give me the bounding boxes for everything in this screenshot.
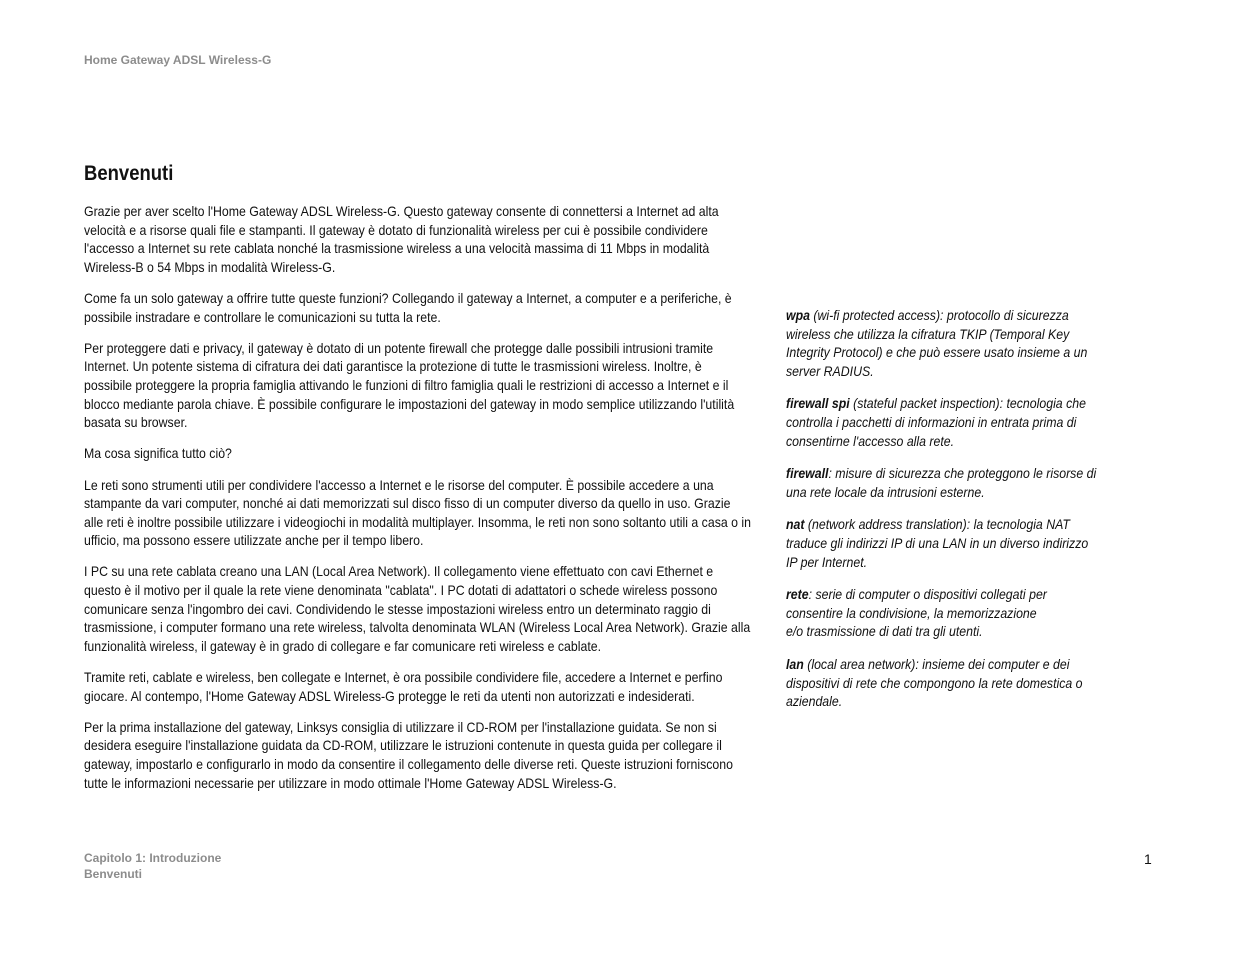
paragraph-networks: Le reti sono strumenti utili per condividere l'accesso a Internet e le risorse del computer. È possibile accedere a una stampante da vari computer, nonché ai dati memorizzati sul disco fisso di un computer diverso da quello in uso. Grazie alle reti è inoltre possibile utilizzare i videogiochi in modalità multiplayer. Insomma, le reti non sono soltanto utili a casa o in ufficio, ma possono essere utilizzate anche per il tempo libero. [84, 476, 751, 549]
glossary-term: rete [786, 586, 809, 603]
glossary-definition: (stateful packet inspection): tecnologia che controlla i pacchetti di informazioni in entrata prima di consentirne l'accesso alla rete. [786, 395, 1086, 449]
page-number: 1 [1144, 851, 1152, 867]
glossary-entry-nat [786, 515, 1098, 571]
glossary-term: firewall [786, 465, 829, 482]
running-header: Home Gateway ADSL Wireless-G [84, 53, 272, 67]
glossary-definition: : misure di sicurezza che proteggono le risorse di una rete locale da intrusioni esterne. [786, 465, 1097, 500]
paragraph-intro: Grazie per aver scelto l'Home Gateway ADSL Wireless-G. Questo gateway consente di connettersi a Internet ad alta velocità e a risorse quali file e stampanti. Il gateway è dotato di funzionalità wireless per cui è possibile condividere l'accesso a Internet su rete cablata nonché la trasmissione wireless a una velocità massima di 11 Mbps in modalità Wireless-B o 54 Mbps in modalità Wireless-G. [84, 203, 719, 275]
glossary-entry-firewall-spi [786, 394, 1098, 450]
paragraph-functions: Come fa un solo gateway a offrire tutte queste funzioni? Collegando il gateway a Internet, a computer e a periferiche, è possibile instradare e controllare le comunicazioni su tutta la rete. [84, 289, 732, 325]
page-title: Benvenuti [84, 162, 174, 185]
running-footer [84, 850, 221, 882]
footer-section: Benvenuti [84, 867, 143, 881]
paragraph-question: Ma cosa significa tutto ciò? [84, 445, 232, 462]
glossary-term: nat [786, 516, 805, 533]
paragraph-security: Per proteggere dati e privacy, il gateway è dotato di un potente firewall che protegge dalle possibili intrusioni tramite Internet. Un potente sistema di cifratura dei dati garantisce la protezione di tutte le trasmissioni wireless. Inoltre, è possibile proteggere la propria famiglia attivando le funzioni di filtro famiglia quali le restrizioni di accesso a Internet e il blocco mediante parola chiave. È possibile configurare le impostazioni del gateway in modo semplice utilizzando l'utilità basata su browser. [84, 339, 735, 431]
glossary-definition: (network address translation): la tecnologia NAT traduce gli indirizzi IP di una LAN in un diverso indirizzo IP per Internet. [786, 516, 1089, 570]
paragraph-sharing: Tramite reti, cablate e wireless, ben collegate e Internet, è ora possibile condividere file, accedere a Internet e perfino giocare. Al contempo, l'Home Gateway ADSL Wireless-G protegge le reti da utenti non autorizzati e indesiderati. [84, 669, 723, 704]
glossary-entry-rete [786, 585, 1050, 641]
paragraph-lan: I PC su una rete cablata creano una LAN (Local Area Network). Il collegamento viene effettuato con cavi Ethernet e questo è il motivo per il quale la rete viene denominata "cablata". I PC dotati di adattatori o schede wireless possono comunicare senza l'ingombro dei cavi. Condividendo le stesse impostazioni wireless entro un determinato raggio di trasmissione, i computer formano una rete wireless, talvolta denominata WLAN (Wireless Local Area Network). Grazie alla funzionalità wireless, il gateway è in grado di collegare e far comunicare reti wireless e cablate. [84, 563, 751, 654]
footer-chapter: Capitolo 1: Introduzione [84, 851, 222, 865]
paragraph-installation: Per la prima installazione del gateway, Linksys consiglia di utilizzare il CD-ROM per l'installazione guidata. Se non si desidera eseguire l'installazione guidata da CD-ROM, utilizzare le istruzioni contenute in questa guida per collegare il gateway, impostarlo e configurarlo in modo da consentire il collegamento delle diverse reti. Queste istruzioni forniscono tutte le informazioni necessarie per utilizzare in modo ottimale l'Home Gateway ADSL Wireless-G. [84, 718, 733, 791]
glossary-entry-wpa [786, 306, 1098, 380]
glossary-sidebar [786, 306, 1098, 725]
glossary-entry-firewall [786, 464, 1098, 501]
glossary-term: wpa [786, 307, 810, 323]
glossary-definition: : serie di computer o dispositivi collegati per consentire la condivisione, la memorizzazione e/o trasmissione di dati tra gli utenti. [786, 586, 1047, 640]
glossary-term: lan [786, 655, 804, 672]
glossary-definition: (local area network): insieme dei computer e dei dispositivi di rete che compongono la rete domestica o aziendale. [786, 655, 1083, 710]
glossary-entry-lan [786, 655, 1098, 711]
glossary-term: firewall spi [786, 395, 850, 412]
glossary-definition: (wi-fi protected access): protocollo di sicurezza wireless che utilizza la cifratura TKIP (Temporal Key Integrity Protocol) e che può essere usato insieme a un server RADIUS. [786, 307, 1088, 379]
main-content [84, 202, 753, 805]
